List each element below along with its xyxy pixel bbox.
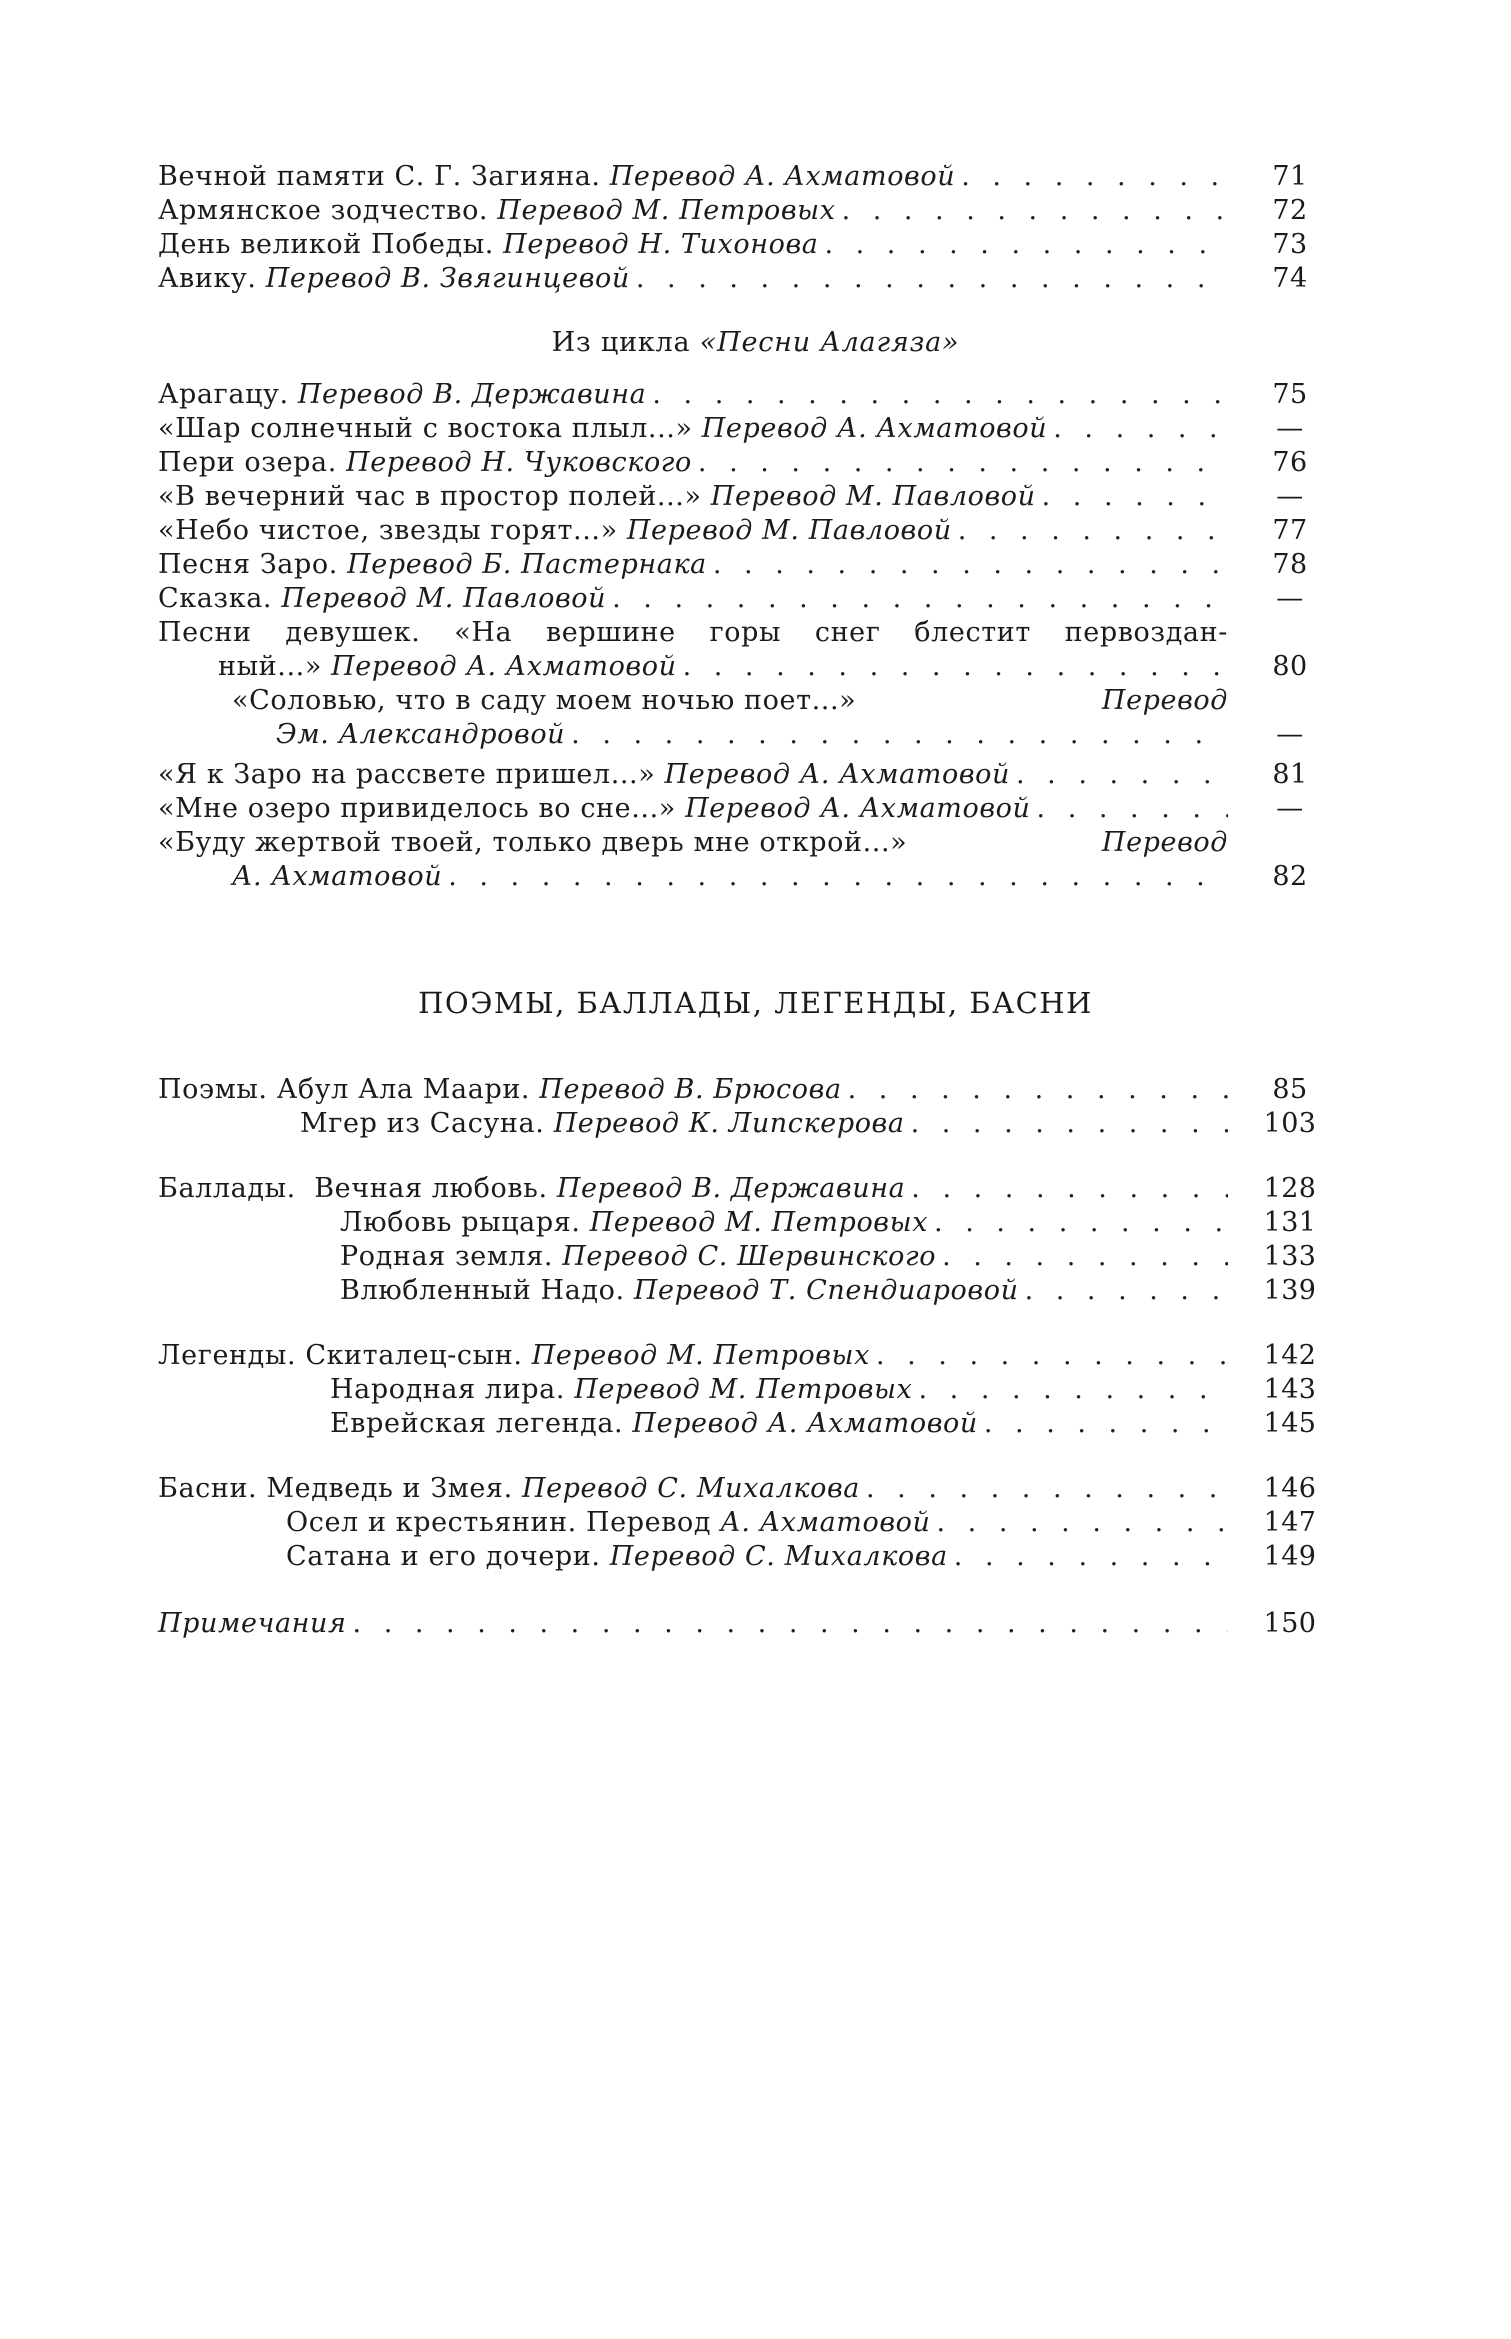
dot-leader (571, 718, 1228, 752)
dot-leader (1042, 480, 1228, 514)
cycle-heading-label: Из цикла (551, 327, 691, 358)
entry-translator: Перевод М. Петровых (589, 1207, 929, 1238)
toc-entry[interactable] (300, 1107, 1228, 1141)
dot-leader (683, 650, 1228, 684)
word: Песни (158, 617, 252, 648)
page-number: 150 (1263, 1608, 1317, 1639)
page-number: 103 (1263, 1108, 1317, 1139)
dot-leader (1025, 1274, 1228, 1308)
dot-leader (1037, 792, 1228, 826)
entry-translator: Перевод В. Звягинцевой (265, 263, 630, 294)
dot-leader (698, 446, 1228, 480)
entry-title: «Небо чистое, звезды горят...» (158, 515, 618, 546)
dot-leader (876, 1339, 1228, 1373)
toc-entry[interactable] (158, 582, 1228, 616)
entry-title: Медведь и Змея. (266, 1473, 513, 1504)
entry-title: Сказка. (158, 583, 273, 614)
group-label: Баллады. (158, 1173, 296, 1204)
page-number: 81 (1272, 759, 1308, 790)
dot-leader (958, 514, 1228, 548)
entry-translator: Перевод С. Шервинского (562, 1241, 937, 1272)
entry-translator: А. Ахматовой (720, 1507, 931, 1538)
word: вершине (545, 617, 676, 648)
entry-title: Армянское зодчество. (158, 195, 489, 226)
page-number: 73 (1272, 229, 1308, 260)
dot-leader (961, 160, 1228, 194)
toc-entry-songs-line1[interactable] (158, 616, 1228, 650)
entry-title: «Буду жертвой твоей, только дверь мне открой...» (158, 827, 908, 858)
toc-entry-notes[interactable] (158, 1607, 1228, 1641)
entry-translator: Перевод М. Павловой (626, 515, 952, 546)
entry-translator: Перевод (1101, 827, 1228, 858)
word: снег (814, 617, 881, 648)
entry-translator: Эм. Александровой (276, 719, 566, 750)
toc-entry[interactable] (330, 1373, 1228, 1407)
page-number: 71 (1272, 161, 1308, 192)
entry-title: Арагацу. (158, 379, 289, 410)
word: первоздан- (1064, 617, 1228, 648)
page-number: — (1276, 413, 1304, 444)
entry-translator: Перевод А. Ахматовой (701, 413, 1048, 444)
entry-title: «Я к Заро на рассвете пришел...» (158, 759, 656, 790)
entry-title: Вечная любовь. (314, 1173, 548, 1204)
page-number: 139 (1263, 1275, 1317, 1306)
cycle-heading-title: «Песни Алагяза» (699, 327, 960, 358)
page-number: — (1276, 583, 1304, 614)
toc-entry[interactable] (158, 378, 1228, 412)
entry-title: Примечания (158, 1608, 347, 1639)
entry-translator: Перевод В. Державина (556, 1173, 906, 1204)
toc-entry[interactable] (286, 1506, 1228, 1540)
toc-entry[interactable] (330, 1407, 1228, 1441)
toc-entry[interactable] (158, 228, 1228, 262)
entry-translator: Перевод С. Михалкова (609, 1541, 948, 1572)
word: горы (709, 617, 782, 648)
toc-entry-sacrifice-line1[interactable] (158, 826, 1228, 860)
page-number: — (1276, 793, 1304, 824)
toc-entry[interactable] (158, 514, 1228, 548)
toc-entry[interactable] (158, 1472, 1228, 1506)
page-number: 77 (1272, 515, 1308, 546)
dot-leader (636, 262, 1228, 296)
group-label: Басни. (158, 1473, 258, 1504)
entry-translator: Перевод (1101, 685, 1228, 716)
toc-entry[interactable] (158, 194, 1228, 228)
page-number: — (1276, 719, 1304, 750)
page-number: 133 (1263, 1241, 1317, 1272)
dot-leader (824, 228, 1228, 262)
toc-entry-nightingale-line1[interactable] (232, 684, 1228, 718)
dot-leader (842, 194, 1228, 228)
entry-title: Скиталец-сын. (305, 1340, 523, 1371)
entry-translator: А. Ахматовой (232, 861, 443, 892)
page-number: 76 (1272, 447, 1308, 478)
dot-leader (866, 1472, 1228, 1506)
entry-title: Сатана и его дочери. (286, 1541, 601, 1572)
entry-title: Любовь рыцаря. (340, 1207, 581, 1238)
entry-title: ный...» (218, 651, 322, 682)
page-number: 82 (1272, 861, 1308, 892)
page-number: 146 (1263, 1473, 1317, 1504)
page-number: 72 (1272, 195, 1308, 226)
entry-title: Мгер из Сасуна. (300, 1108, 545, 1139)
entry-title: Пери озера. (158, 447, 337, 478)
entry-translator: Перевод Н. Чуковского (346, 447, 692, 478)
word: блестит (914, 617, 1031, 648)
entry-translator: Перевод А. Ахматовой (685, 793, 1031, 824)
entry-translator: Перевод А. Ахматовой (632, 1408, 978, 1439)
toc-entry[interactable] (158, 1172, 1228, 1206)
toc-entry[interactable] (158, 412, 1228, 446)
toc-entry[interactable] (158, 1339, 1228, 1373)
toc-entry[interactable] (158, 262, 1228, 296)
toc-entry[interactable] (340, 1206, 1228, 1240)
entry-title: Народная лира. (330, 1374, 566, 1405)
entry-translator: Перевод К. Липскерова (553, 1108, 905, 1139)
page-number: 131 (1263, 1207, 1317, 1238)
dot-leader (1016, 758, 1228, 792)
word: «На (454, 617, 513, 648)
toc-entry[interactable] (158, 1073, 1228, 1107)
dot-leader (942, 1240, 1228, 1274)
page-number: 78 (1272, 549, 1308, 580)
dot-leader (848, 1073, 1228, 1107)
dot-leader (954, 1540, 1228, 1574)
toc-entry[interactable] (340, 1274, 1228, 1308)
page-number: 147 (1263, 1507, 1317, 1538)
dot-leader (918, 1373, 1228, 1407)
page-number: 149 (1263, 1541, 1317, 1572)
toc-entry[interactable] (158, 758, 1228, 792)
entry-translator: Перевод А. Ахматовой (331, 651, 677, 682)
entry-title: Абул Ала Маари. (276, 1074, 531, 1105)
entry-translator: Перевод В. Брюсова (539, 1074, 842, 1105)
dot-leader (713, 548, 1228, 582)
group-label: Легенды. (158, 1340, 297, 1371)
toc-entry[interactable] (158, 548, 1228, 582)
entry-title: «В вечерний час в простор полей...» (158, 481, 702, 512)
entry-title: Вечной памяти С. Г. Загияна. (158, 161, 601, 192)
entry-title: День великой Победы. (158, 229, 494, 260)
dot-leader (984, 1407, 1228, 1441)
page-number: 142 (1263, 1340, 1317, 1371)
dot-leader (353, 1607, 1228, 1641)
page-number: 74 (1272, 263, 1308, 294)
page-number: 85 (1272, 1074, 1308, 1105)
page-number: 75 (1272, 379, 1308, 410)
cycle-heading (0, 326, 1511, 360)
dot-leader (1053, 412, 1228, 446)
entry-title: «Шар солнечный с востока плыл...» (158, 413, 693, 444)
dot-leader (934, 1206, 1228, 1240)
entry-title: «Соловью, что в саду моем ночью поет...» (232, 685, 857, 716)
dot-leader (448, 860, 1228, 894)
entry-translator: Перевод Б. Пастернака (347, 549, 707, 580)
toc-entry[interactable] (340, 1240, 1228, 1274)
entry-title: Влюбленный Надо. (340, 1275, 625, 1306)
entry-title: Песня Заро. (158, 549, 338, 580)
toc-entry[interactable] (158, 160, 1228, 194)
dot-leader (612, 582, 1228, 616)
toc-entry-songs-line2[interactable] (218, 650, 1228, 684)
toc-entry[interactable] (158, 480, 1228, 514)
entry-title: Осел и крестьянин. Перевод (286, 1507, 712, 1538)
entry-translator: Перевод М. Павловой (281, 583, 607, 614)
page-number: 145 (1263, 1408, 1317, 1439)
section-title: ПОЭМЫ, БАЛЛАДЫ, ЛЕГЕНДЫ, БАСНИ (418, 986, 1093, 1020)
entry-translator: Перевод А. Ахматовой (609, 161, 956, 192)
page-number: 128 (1263, 1173, 1317, 1204)
page-number: 80 (1272, 651, 1308, 682)
entry-translator: Перевод С. Михалкова (521, 1473, 860, 1504)
entry-translator: Перевод Т. Спендиаровой (633, 1275, 1019, 1306)
dot-leader (911, 1107, 1228, 1141)
dot-leader (937, 1506, 1229, 1540)
toc-entry[interactable] (286, 1540, 1228, 1574)
toc-entry[interactable] (158, 792, 1228, 826)
toc-entry[interactable] (158, 446, 1228, 480)
entry-translator: Перевод М. Петровых (531, 1340, 870, 1371)
toc-entry-sacrifice-line2[interactable] (232, 860, 1228, 894)
word: девушек. (285, 617, 421, 648)
entry-title: Авику. (158, 263, 257, 294)
page-number: — (1276, 481, 1304, 512)
entry-title: Родная земля. (340, 1241, 554, 1272)
dot-leader (911, 1172, 1228, 1206)
entry-translator: Перевод Н. Тихонова (503, 229, 819, 260)
entry-translator: Перевод М. Петровых (574, 1374, 913, 1405)
entry-translator: Перевод М. Павловой (710, 481, 1036, 512)
dot-leader (652, 378, 1228, 412)
group-label: Поэмы. (158, 1074, 268, 1105)
entry-title: «Мне озеро привиделось во сне...» (158, 793, 676, 824)
entry-translator: Перевод В. Державина (297, 379, 647, 410)
entry-translator: Перевод М. Петровых (497, 195, 836, 226)
entry-title: Еврейская легенда. (330, 1408, 624, 1439)
page-number: 143 (1263, 1374, 1317, 1405)
toc-entry-nightingale-line2[interactable] (276, 718, 1228, 752)
entry-translator: Перевод А. Ахматовой (664, 759, 1010, 790)
